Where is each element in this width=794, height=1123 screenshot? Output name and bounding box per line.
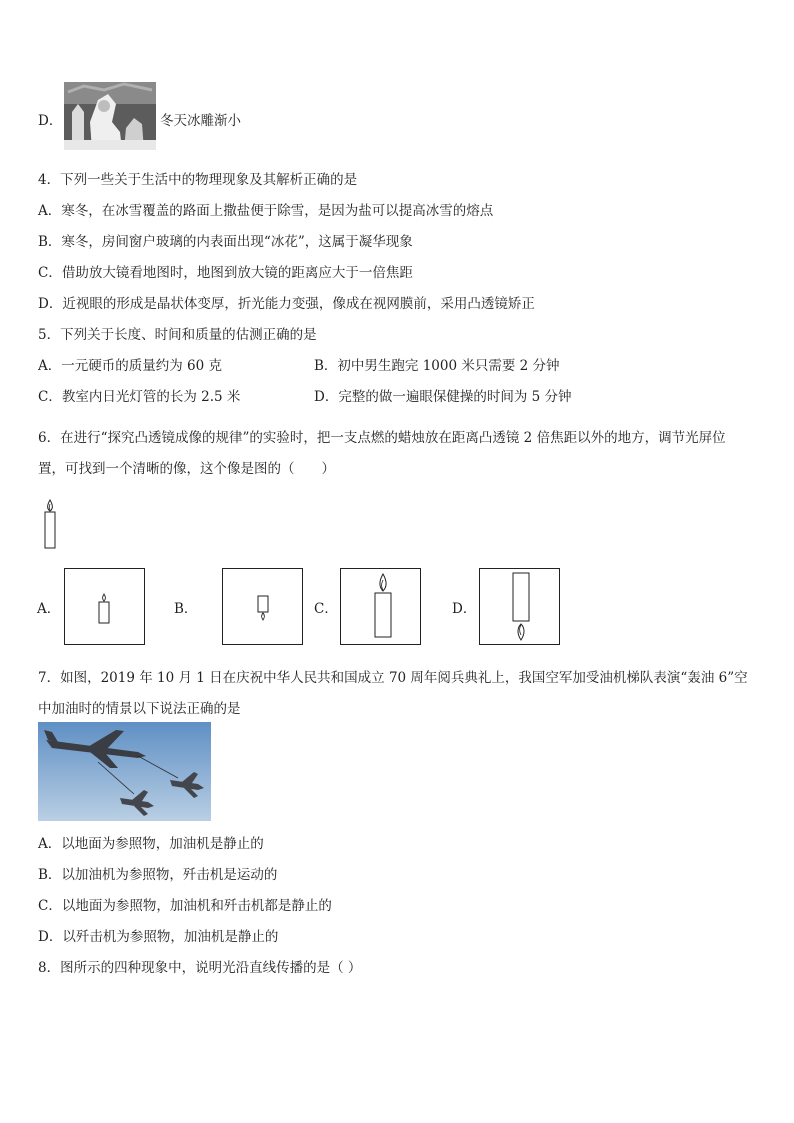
q7-stem-line2: 中加油时的情景以下说法正确的是: [38, 701, 241, 717]
q4-stem: 4．下列一些关于生活中的物理现象及其解析正确的是: [38, 172, 358, 188]
q4-option-a: A．寒冬，在冰雪覆盖的路面上撒盐便于除雪，是因为盐可以提高冰雪的熔点: [38, 203, 494, 219]
large-inverted-candle-icon: [480, 569, 559, 644]
q6-stem-line2: 置，可找到一个清晰的像，这个像是图的（ ）: [38, 461, 335, 477]
q6-option-d-label: D．: [452, 601, 477, 617]
aerial-refueling-photo: [38, 722, 211, 821]
q8-stem: 8．图所示的四种现象中，说明光沿直线传播的是（ ）: [38, 960, 362, 976]
reference-candle-figure: [42, 498, 58, 554]
q3-option-d-text: 冬天冰雕渐小: [160, 113, 241, 129]
q6-option-b-label: B．: [174, 601, 198, 617]
q7-option-b: B．以加油机为参照物，歼击机是运动的: [38, 867, 278, 883]
q5-stem: 5．下列关于长度、时间和质量的估测正确的是: [38, 327, 317, 343]
ice-sculpture-photo: [64, 82, 156, 150]
q4-option-c: C．借助放大镜看地图时，地图到放大镜的距离应大于一倍焦距: [38, 265, 413, 281]
q6-option-c-label: C．: [314, 601, 338, 617]
q7-option-d: D．以歼击机为参照物，加油机是静止的: [38, 929, 279, 945]
option-d-image-box: [479, 568, 560, 645]
q6-option-a-label: A．: [37, 601, 61, 617]
small-inverted-candle-icon: [223, 569, 302, 644]
q7-stem-line1: 7．如图，2019 年 10 月 1 日在庆祝中华人民共和国成立 70 周年阅兵典礼上，我国空军加受油机梯队表演“轰油 6”空: [38, 670, 748, 686]
q6-stem-line1: 6．在进行“探究凸透镜成像的规律”的实验时，把一支点燃的蜡烛放在距离凸透镜 2 倍焦距以外的地方，调节光屏位: [38, 430, 726, 446]
q4-option-b: B．寒冬，房间窗户玻璃的内表面出现“冰花”，这属于凝华现象: [38, 234, 413, 250]
small-upright-candle-icon: [65, 569, 144, 644]
q5-option-d: D．完整的做一遍眼保健操的时间为 5 分钟: [314, 389, 572, 405]
large-upright-candle-icon: [341, 569, 420, 644]
q3-option-d-letter: D．: [38, 113, 63, 129]
option-b-image-box: [222, 568, 303, 645]
q7-option-a: A．以地面为参照物，加油机是静止的: [38, 836, 264, 852]
q5-option-c: C．教室内日光灯管的长为 2.5 米: [38, 389, 241, 405]
q5-option-a: A．一元硬币的质量约为 60 克: [38, 358, 223, 374]
q7-option-c: C．以地面为参照物，加油机和歼击机都是静止的: [38, 898, 332, 914]
q5-option-b: B．初中男生跑完 1000 米只需要 2 分钟: [314, 358, 560, 374]
q4-option-d: D．近视眼的形成是晶状体变厚，折光能力变强，像成在视网膜前，采用凸透镜矫正: [38, 296, 535, 312]
option-a-image-box: [64, 568, 145, 645]
option-c-image-box: [340, 568, 421, 645]
